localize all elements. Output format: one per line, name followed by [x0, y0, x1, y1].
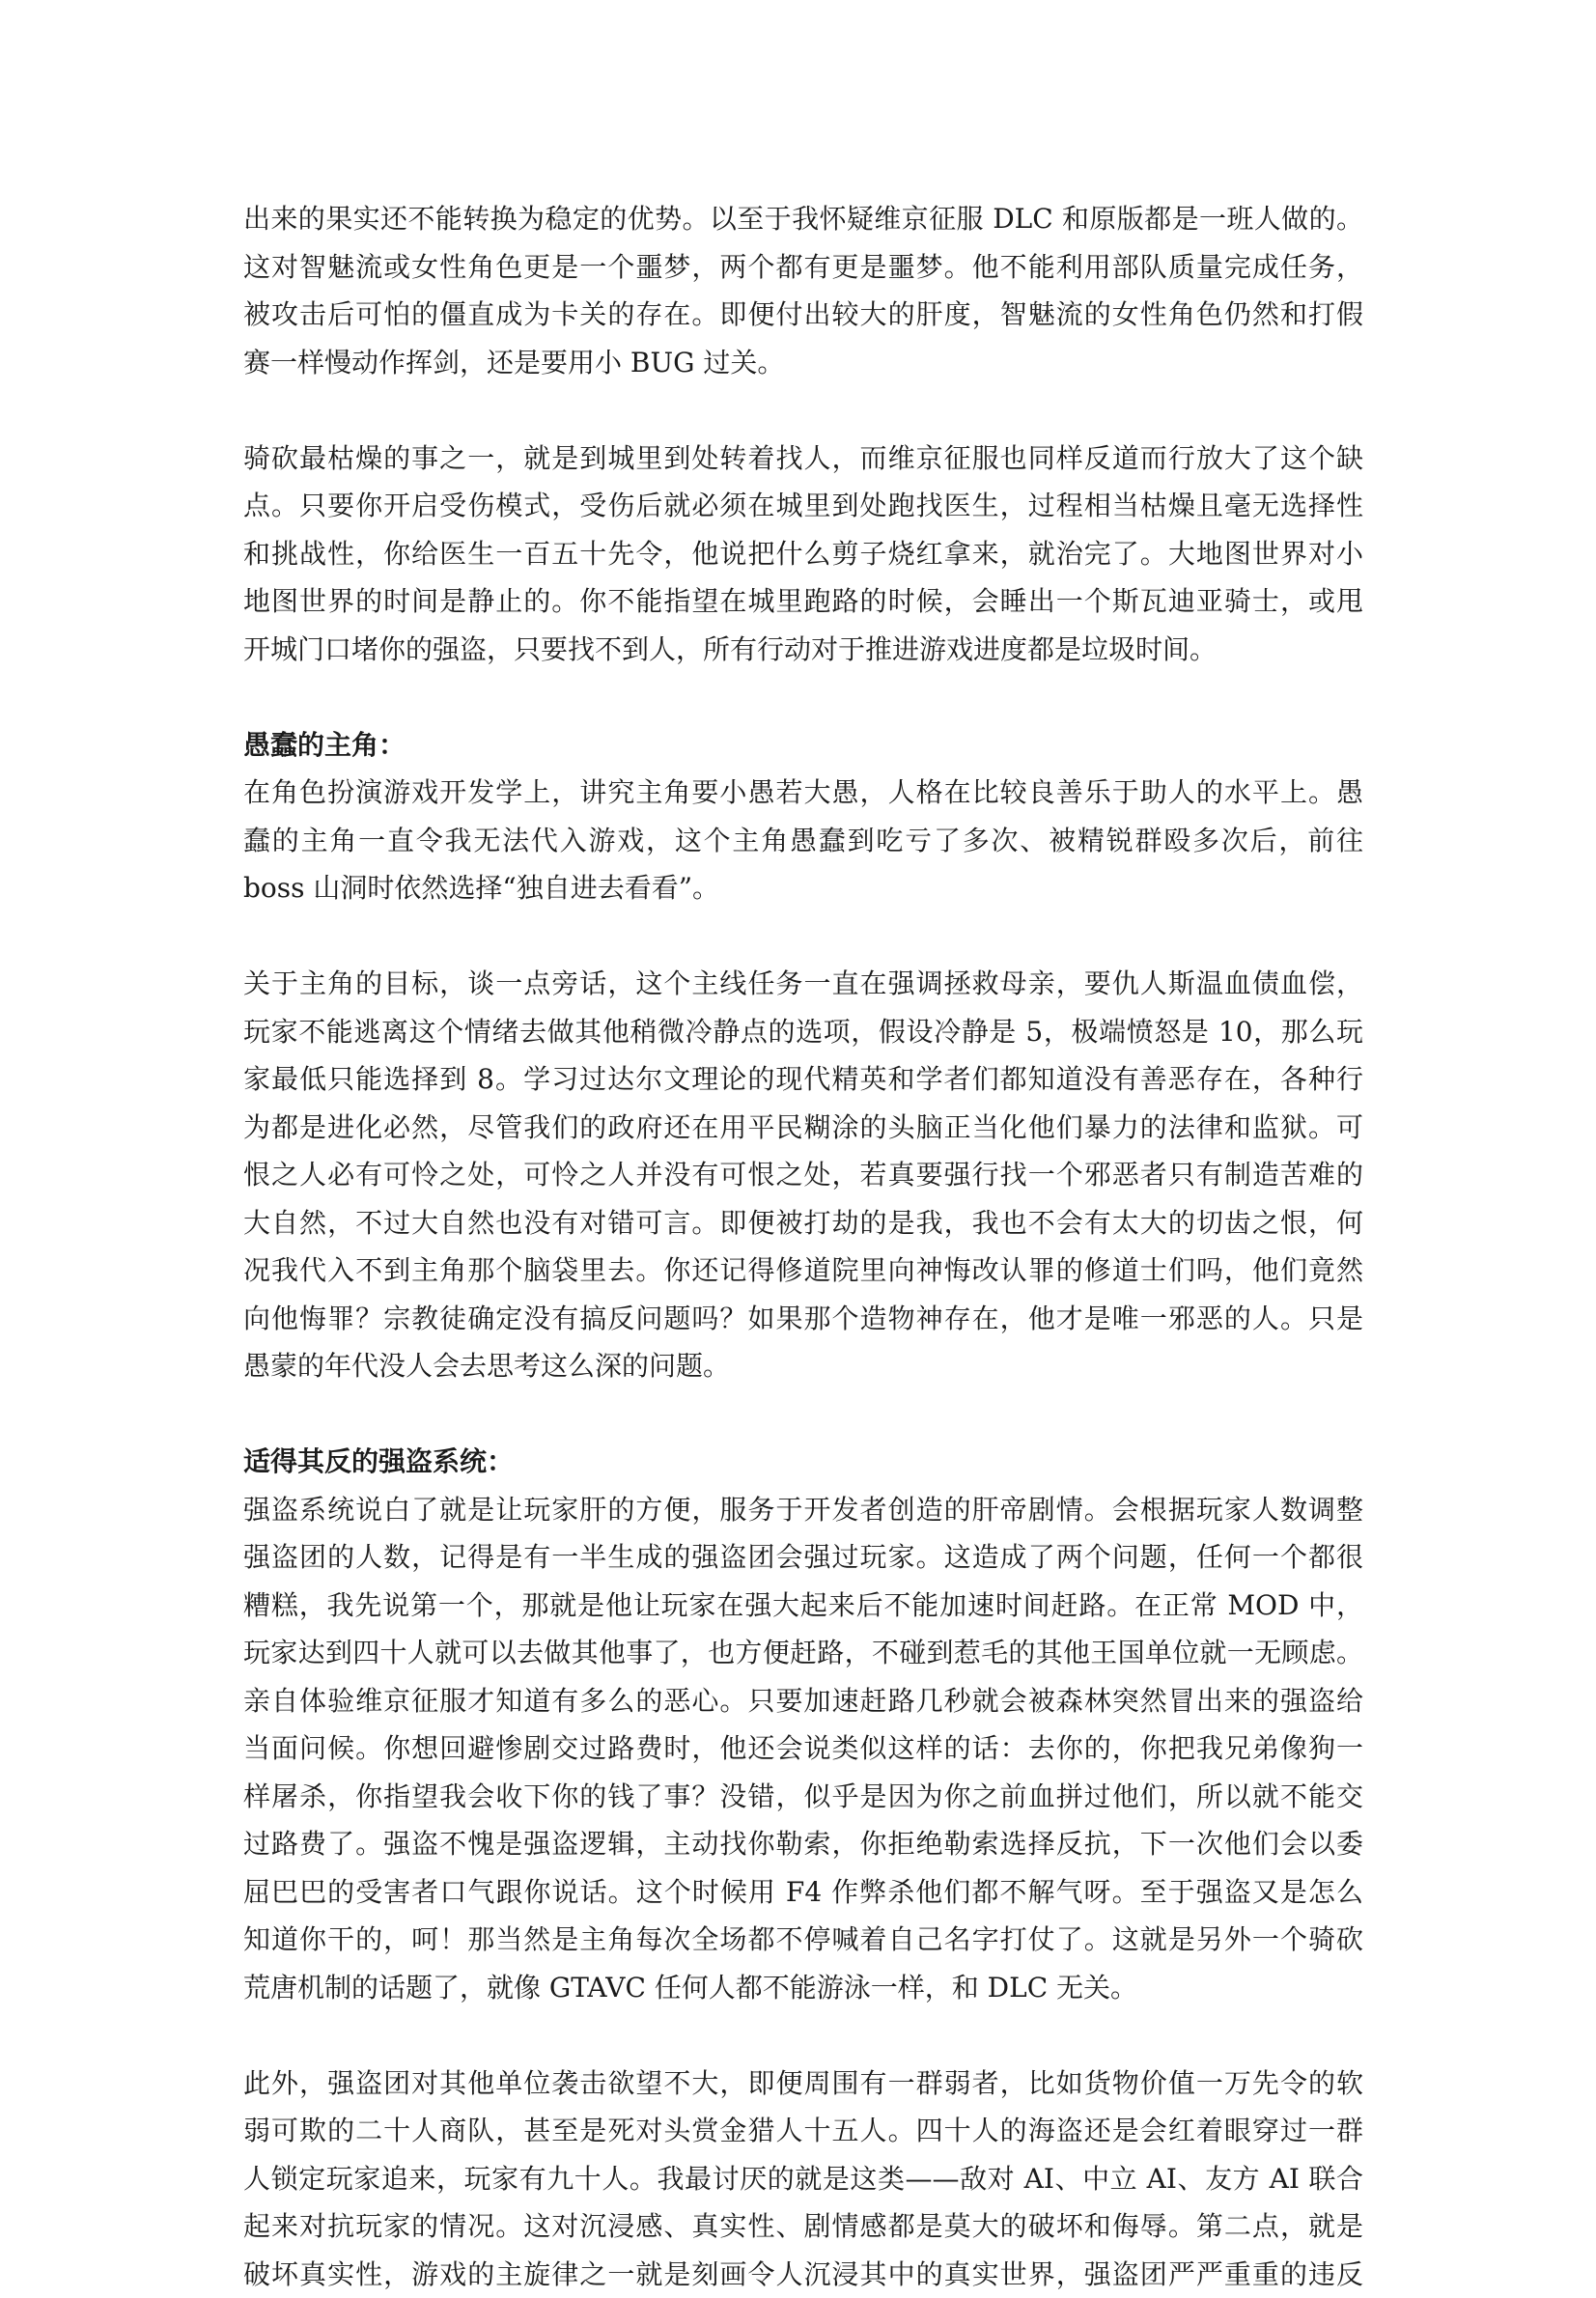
text-line: 愚蒙的年代没人会去思考这么深的问题。: [243, 1342, 1363, 1390]
text-line: 玩家不能逃离这个情绪去做其他稍微冷静点的选项，假设冷静是 5，极端愤怒是 10，那么玩: [243, 1008, 1363, 1056]
text-line: 强盗系统说白了就是让玩家肝的方便，服务于开发者创造的肝帝剧情。会根据玩家人数调整: [243, 1486, 1363, 1534]
text-line: 此外，强盗团对其他单位袭击欲望不大，即便周围有一群弱者，比如货物价值一万先令的软: [243, 2060, 1363, 2108]
text-line: 起来对抗玩家的情况。这对沉浸感、真实性、剧情感都是莫大的破坏和侮辱。第二点，就是: [243, 2202, 1363, 2251]
text-line: 蠢的主角一直令我无法代入游戏，这个主角愚蠢到吃亏了多次、被精锐群殴多次后，前往: [243, 817, 1363, 865]
paragraph-spacer: [243, 1390, 1363, 1439]
text-line: 家最低只能选择到 8。学习过达尔文理论的现代精英和学者们都知道没有善恶存在，各种行: [243, 1055, 1363, 1104]
text-line: 关于主角的目标，谈一点旁话，这个主线任务一直在强调拯救母亲，要仇人斯温血债血偿，: [243, 960, 1363, 1008]
text-line: 过路费了。强盗不愧是强盗逻辑，主动找你勒索，你拒绝勒索选择反抗，下一次他们会以委: [243, 1820, 1363, 1868]
text-line: 况我代入不到主角那个脑袋里去。你还记得修道院里向神悔改认罪的修道士们吗，他们竟然: [243, 1247, 1363, 1295]
text-line: 玩家达到四十人就可以去做其他事了，也方便赶路，不碰到惹毛的其他王国单位就一无顾虑。: [243, 1629, 1363, 1677]
text-line: 开城门口堵你的强盗，只要找不到人，所有行动对于推进游戏进度都是垃圾时间。: [243, 626, 1363, 674]
paragraph: [243, 434, 1363, 674]
text-line: 知道你干的，呵！那当然是主角每次全场都不停喊着自己名字打仗了。这就是另外一个骑砍: [243, 1916, 1363, 1964]
text-line: 赛一样慢动作挥剑，还是要用小 BUG 过关。: [243, 339, 1363, 387]
paragraph: [243, 195, 1363, 386]
paragraph-spacer: [243, 386, 1363, 434]
section-heading: 愚蠢的主角：: [243, 721, 1363, 770]
text-line: 荒唐机制的话题了，就像 GTAVC 任何人都不能游泳一样，和 DLC 无关。: [243, 1964, 1363, 2012]
paragraph-spacer: [243, 912, 1363, 961]
section: [243, 721, 1363, 912]
section: [243, 1438, 1363, 2011]
text-line: 大自然，不过大自然也没有对错可言。即便被打劫的是我，我也不会有太大的切齿之恨，何: [243, 1199, 1363, 1247]
document-page: [243, 195, 1363, 2298]
section-heading: 适得其反的强盗系统：: [243, 1438, 1363, 1486]
text-line: 向他悔罪？宗教徒确定没有搞反问题吗？如果那个造物神存在，他才是唯一邪恶的人。只是: [243, 1295, 1363, 1343]
text-line: 破坏真实性，游戏的主旋律之一就是刻画令人沉浸其中的真实世界，强盗团严严重重的违反: [243, 2251, 1363, 2298]
text-line: 当面问候。你想回避惨剧交过路费时，他还会说类似这样的话：去你的，你把我兄弟像狗一: [243, 1724, 1363, 1773]
text-line: 地图世界的时间是静止的。你不能指望在城里跑路的时候，会睡出一个斯瓦迪亚骑士，或甩: [243, 577, 1363, 626]
text-line: 屈巴巴的受害者口气跟你说话。这个时候用 F4 作弊杀他们都不解气呀。至于强盗又是怎么: [243, 1868, 1363, 1917]
text-line: 出来的果实还不能转换为稳定的优势。以至于我怀疑维京征服 DLC 和原版都是一班人做的。: [243, 195, 1363, 243]
paragraph: [243, 2060, 1363, 2298]
paragraph: [243, 960, 1363, 1390]
text-line: 骑砍最枯燥的事之一，就是到城里到处转着找人，而维京征服也同样反道而行放大了这个缺: [243, 434, 1363, 483]
text-line: 糟糕，我先说第一个，那就是他让玩家在强大起来后不能加速时间赶路。在正常 MOD 中，: [243, 1582, 1363, 1630]
text-line: 人锁定玩家追来，玩家有九十人。我最讨厌的就是这类——敌对 AI、中立 AI、友方 AI 联合: [243, 2155, 1363, 2203]
text-line: 被攻击后可怕的僵直成为卡关的存在。即便付出较大的肝度，智魅流的女性角色仍然和打假: [243, 291, 1363, 339]
text-line: 点。只要你开启受伤模式，受伤后就必须在城里到处跑找医生，过程相当枯燥且毫无选择性: [243, 482, 1363, 530]
text-line: 为都是进化必然，尽管我们的政府还在用平民糊涂的头脑正当化他们暴力的法律和监狱。可: [243, 1104, 1363, 1152]
text-line: boss 山洞时依然选择“独自进去看看”。: [243, 864, 1363, 912]
paragraph-spacer: [243, 673, 1363, 721]
paragraph-spacer: [243, 2011, 1363, 2060]
text-line: 和挑战性，你给医生一百五十先令，他说把什么剪子烧红拿来，就治完了。大地图世界对小: [243, 530, 1363, 578]
text-line: 弱可欺的二十人商队，甚至是死对头赏金猎人十五人。四十人的海盗还是会红着眼穿过一群: [243, 2107, 1363, 2155]
text-line: 强盗团的人数，记得是有一半生成的强盗团会强过玩家。这造成了两个问题，任何一个都很: [243, 1533, 1363, 1582]
text-line: 恨之人必有可怜之处，可怜之人并没有可恨之处，若真要强行找一个邪恶者只有制造苦难的: [243, 1151, 1363, 1199]
text-line: 这对智魅流或女性角色更是一个噩梦，两个都有更是噩梦。他不能利用部队质量完成任务，: [243, 243, 1363, 292]
text-line: 样屠杀，你指望我会收下你的钱了事？没错，似乎是因为你之前血拼过他们，所以就不能交: [243, 1773, 1363, 1821]
text-line: 亲自体验维京征服才知道有多么的恶心。只要加速赶路几秒就会被森林突然冒出来的强盗给: [243, 1677, 1363, 1725]
text-line: 在角色扮演游戏开发学上，讲究主角要小愚若大愚，人格在比较良善乐于助人的水平上。愚: [243, 769, 1363, 817]
